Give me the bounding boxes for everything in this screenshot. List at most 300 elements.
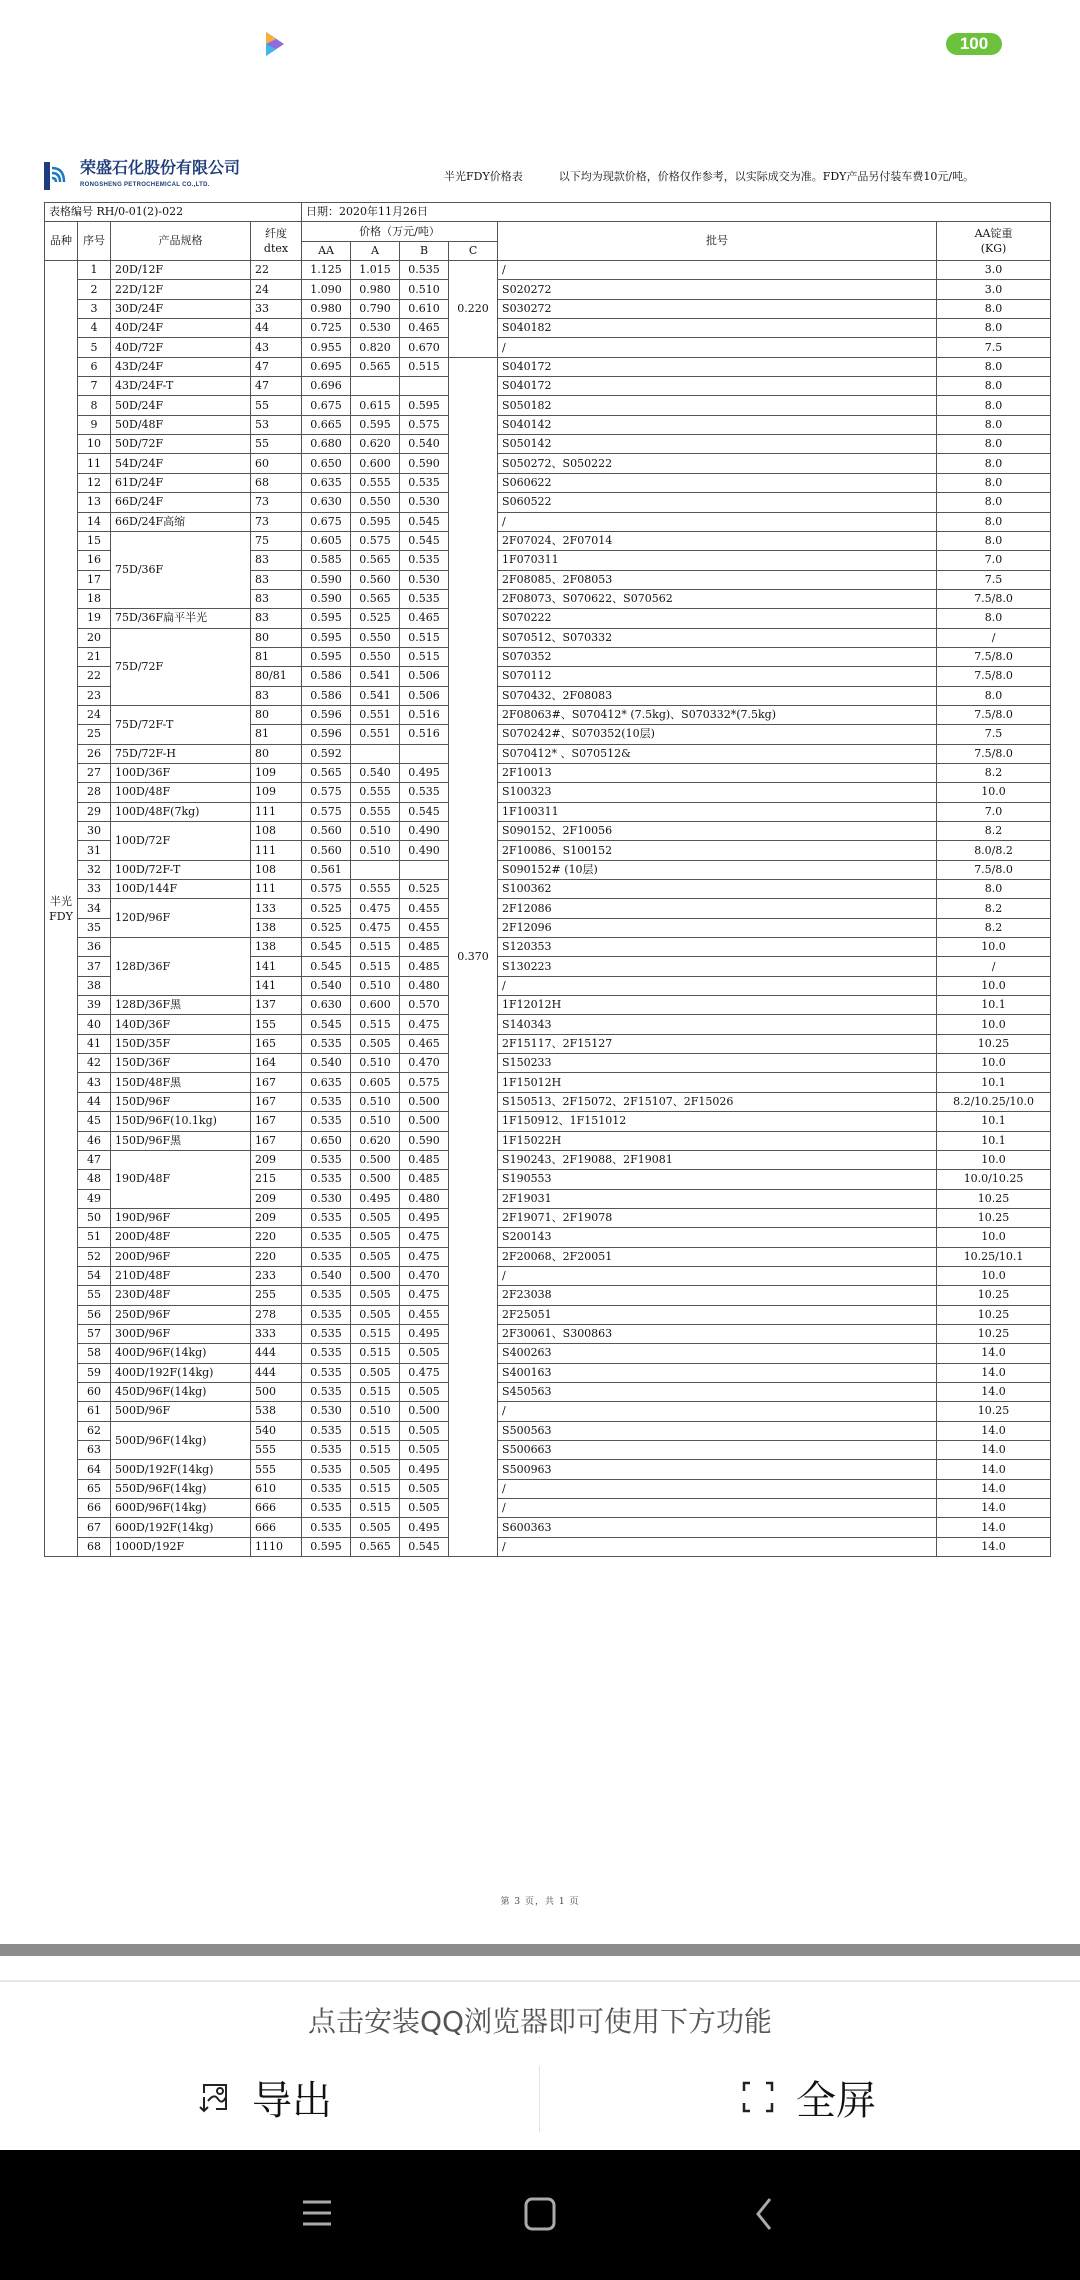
table-row [45,1150,1051,1169]
price-aa-cell: 0.560 [302,841,351,860]
seq-cell: 63 [78,1441,111,1460]
spec-cell: 50D/72F [111,435,251,454]
dtex-cell: 83 [251,686,302,705]
price-aa-cell: 1.090 [302,280,351,299]
batch-cell: S070222 [498,609,937,628]
weight-cell: 8.2 [937,822,1051,841]
batch-cell: S060522 [498,493,937,512]
price-aa-cell: 0.650 [302,1131,351,1150]
batch-cell: S040172 [498,377,937,396]
company-logo-icon [44,162,72,190]
export-image-icon [196,2079,232,2115]
status-bar [0,0,1080,90]
price-a-cell: 0.505 [351,1518,400,1537]
dtex-cell: 73 [251,512,302,531]
seq-cell: 61 [78,1402,111,1421]
seq-cell: 35 [78,918,111,937]
spec-cell: 75D/36F扁平半光 [111,609,251,628]
batch-cell: S020272 [498,280,937,299]
price-b-cell: 0.455 [400,1305,449,1324]
weight-cell: 8.0 [937,435,1051,454]
price-b-cell: 0.500 [400,1092,449,1111]
table-row [45,338,1051,357]
seq-cell: 1 [78,261,111,280]
table-row [45,1073,1051,1092]
spec-cell: 210D/48F [111,1266,251,1285]
price-b-cell: 0.540 [400,435,449,454]
price-aa-cell: 0.535 [302,1208,351,1227]
price-a-cell: 0.505 [351,1228,400,1247]
price-a-cell: 0.575 [351,531,400,550]
price-b-cell: 0.495 [400,1460,449,1479]
price-a-cell [351,744,400,763]
table-row [45,1305,1051,1324]
weight-cell: 8.2 [937,763,1051,782]
price-a-cell: 0.515 [351,1382,400,1401]
table-row [45,899,1051,918]
batch-cell: 2F25051 [498,1305,937,1324]
price-a-cell: 0.615 [351,396,400,415]
seq-cell: 5 [78,338,111,357]
seq-cell: 25 [78,725,111,744]
weight-cell: 7.0 [937,551,1051,570]
weight-cell: 14.0 [937,1441,1051,1460]
batch-cell: S050272、S050222 [498,454,937,473]
price-a-cell: 0.505 [351,1247,400,1266]
table-row [45,938,1051,957]
spec-cell: 500D/96F [111,1402,251,1421]
spec-cell: 600D/192F(14kg) [111,1518,251,1537]
batch-cell: 2F08073、S070622、S070562 [498,589,937,608]
weight-cell: 8.0 [937,512,1051,531]
price-aa-cell: 0.535 [302,1286,351,1305]
table-row [45,880,1051,899]
price-b-cell: 0.506 [400,667,449,686]
seq-cell: 10 [78,435,111,454]
dtex-cell: 111 [251,802,302,821]
price-b-cell: 0.545 [400,802,449,821]
weight-cell: 3.0 [937,280,1051,299]
price-aa-cell: 0.535 [302,1479,351,1498]
price-aa-cell: 0.665 [302,415,351,434]
price-b-cell: 0.610 [400,299,449,318]
weight-cell: 10.25 [937,1286,1051,1305]
price-b-cell: 0.525 [400,880,449,899]
weight-cell: 8.0 [937,377,1051,396]
seq-cell: 38 [78,976,111,995]
spec-cell: 128D/36F黑 [111,996,251,1015]
weight-cell: 7.5 [937,338,1051,357]
table-row [45,435,1051,454]
spec-cell: 66D/24F [111,493,251,512]
batch-cell: 1F150912、1F151012 [498,1112,937,1131]
page-number: 第 3 页，共 1 页 [500,1897,580,1907]
price-b-cell: 0.590 [400,454,449,473]
weight-cell: 7.5 [937,725,1051,744]
price-b-cell: 0.485 [400,938,449,957]
document-date: 日期：2020年11月26日 [302,203,1051,222]
dtex-cell: 75 [251,531,302,550]
batch-cell: 2F08063#、S070412* (7.5kg)、S070332*(7.5kg) [498,705,937,724]
seq-cell: 55 [78,1286,111,1305]
table-row [45,531,1051,550]
price-a-cell: 0.495 [351,1189,400,1208]
batch-cell: 2F12096 [498,918,937,937]
dtex-cell: 60 [251,454,302,473]
price-aa-cell: 0.650 [302,454,351,473]
price-a-cell: 0.505 [351,1286,400,1305]
price-table-body [45,261,1051,1557]
document-note: 以下均为现款价格，价格仅作参考，以实际成交为准。FDY产品另付装车费10元/吨。 [558,170,975,183]
price-b-cell: 0.495 [400,1208,449,1227]
table-row [45,280,1051,299]
header-weight [937,222,1051,261]
dtex-cell: 444 [251,1363,302,1382]
spec-cell: 20D/12F [111,261,251,280]
batch-cell: / [498,1479,937,1498]
batch-cell: S200143 [498,1228,937,1247]
price-aa-cell: 0.955 [302,338,351,357]
price-a-cell: 0.505 [351,1363,400,1382]
table-row [45,763,1051,782]
price-b-cell: 0.475 [400,1228,449,1247]
spec-cell: 400D/96F(14kg) [111,1344,251,1363]
table-row [45,396,1051,415]
weight-cell: 14.0 [937,1499,1051,1518]
spec-cell: 40D/24F [111,319,251,338]
weight-cell: 7.0 [937,802,1051,821]
seq-cell: 8 [78,396,111,415]
seq-cell: 22 [78,667,111,686]
weight-cell: 8.0 [937,880,1051,899]
dtex-cell: 47 [251,377,302,396]
price-a-cell: 0.515 [351,957,400,976]
price-a-cell: 0.510 [351,1054,400,1073]
header-spec: 产品规格 [111,222,251,261]
dtex-cell: 68 [251,473,302,492]
seq-cell: 41 [78,1034,111,1053]
batch-cell: 1F12012H [498,996,937,1015]
price-aa-cell: 0.535 [302,1518,351,1537]
dtex-cell: 555 [251,1441,302,1460]
price-a-cell: 0.565 [351,551,400,570]
install-qq-browser-hint[interactable]: 点击安装QQ浏览器即可使用下方功能 [307,2005,773,2038]
price-aa-cell: 0.630 [302,996,351,1015]
seq-cell: 28 [78,783,111,802]
batch-cell: 2F12086 [498,899,937,918]
back-icon[interactable] [752,2196,776,2232]
weight-cell: 7.5/8.0 [937,744,1051,763]
dtex-cell: 138 [251,938,302,957]
dtex-cell: 540 [251,1421,302,1440]
seq-cell: 39 [78,996,111,1015]
fullscreen-icon [740,2079,776,2115]
batch-cell: 1F15022H [498,1131,937,1150]
spec-cell: 50D/24F [111,396,251,415]
batch-cell: 2F10086、S100152 [498,841,937,860]
seq-cell: 16 [78,551,111,570]
table-row [45,822,1051,841]
price-a-cell: 1.015 [351,261,400,280]
price-a-cell: 0.500 [351,1150,400,1169]
batch-cell: S150513、2F15072、2F15107、2F15026 [498,1092,937,1111]
fullscreen-button[interactable] [740,2062,876,2132]
spec-cell: 75D/72F-H [111,744,251,763]
weight-cell: 14.0 [937,1344,1051,1363]
price-b-cell: 0.495 [400,1518,449,1537]
price-aa-cell: 0.535 [302,1363,351,1382]
batch-cell: / [498,338,937,357]
price-b-cell: 0.505 [400,1479,449,1498]
price-b-cell: 0.670 [400,338,449,357]
spec-cell: 61D/24F [111,473,251,492]
seq-cell: 65 [78,1479,111,1498]
price-a-cell: 0.605 [351,1073,400,1092]
seq-cell: 27 [78,763,111,782]
batch-cell: / [498,1499,937,1518]
table-row [45,1228,1051,1247]
spec-cell: 54D/24F [111,454,251,473]
weight-cell: / [937,957,1051,976]
price-a-cell: 0.515 [351,1499,400,1518]
price-b-cell: 0.455 [400,918,449,937]
price-b-cell: 0.500 [400,1402,449,1421]
batch-cell: 2F19031 [498,1189,937,1208]
spec-cell: 200D/96F [111,1247,251,1266]
price-a-cell: 0.525 [351,609,400,628]
seq-cell: 60 [78,1382,111,1401]
price-b-cell: 0.455 [400,899,449,918]
dtex-cell: 278 [251,1305,302,1324]
weight-cell: 10.0/10.25 [937,1170,1051,1189]
panel-divider [539,2066,540,2132]
weight-cell: 8.0 [937,609,1051,628]
weight-cell: 7.5/8.0 [937,667,1051,686]
price-b-cell: 0.516 [400,725,449,744]
weight-cell: 8.0 [937,357,1051,376]
weight-cell: 8.0 [937,531,1051,550]
price-aa-cell: 0.545 [302,1015,351,1034]
price-aa-cell: 0.530 [302,1402,351,1421]
price-a-cell [351,860,400,879]
seq-cell: 67 [78,1518,111,1537]
price-b-cell: 0.470 [400,1054,449,1073]
price-a-cell: 0.515 [351,1479,400,1498]
price-a-cell: 0.820 [351,338,400,357]
spec-cell: 400D/192F(14kg) [111,1363,251,1382]
batch-cell: / [498,976,937,995]
weight-cell: 8.2/10.25/10.0 [937,1092,1051,1111]
header-batch: 批号 [498,222,937,261]
table-row [45,1324,1051,1343]
spec-cell: 150D/36F [111,1054,251,1073]
seq-cell: 64 [78,1460,111,1479]
price-b-cell: 0.545 [400,531,449,550]
price-b-cell: 0.516 [400,705,449,724]
spec-cell: 190D/96F [111,1208,251,1227]
table-row [45,1518,1051,1537]
weight-cell: 3.0 [937,261,1051,280]
batch-cell: S500963 [498,1460,937,1479]
dtex-cell: 55 [251,396,302,415]
price-a-cell: 0.530 [351,319,400,338]
price-aa-cell: 0.565 [302,763,351,782]
price-a-cell: 0.595 [351,415,400,434]
price-a-cell: 0.555 [351,783,400,802]
menu-icon[interactable] [300,2196,334,2230]
table-row [45,473,1051,492]
spec-cell: 500D/192F(14kg) [111,1460,251,1479]
dtex-cell: 538 [251,1402,302,1421]
header-c: C [449,241,498,260]
batch-cell: / [498,1266,937,1285]
table-row [45,1208,1051,1227]
price-a-cell: 0.565 [351,357,400,376]
header-dtex-cn: 纤度 [265,227,288,241]
price-aa-cell: 0.535 [302,1150,351,1169]
header-row-1 [45,222,1051,241]
seq-cell: 4 [78,319,111,338]
batch-cell: / [498,512,937,531]
batch-cell: 1F070311 [498,551,937,570]
price-a-cell: 0.550 [351,493,400,512]
header-variety: 品种 [45,222,78,261]
weight-cell: 8.2 [937,918,1051,937]
price-aa-cell: 0.635 [302,473,351,492]
dtex-cell: 55 [251,435,302,454]
batch-cell: 2F23038 [498,1286,937,1305]
weight-cell: 14.0 [937,1518,1051,1537]
price-a-cell: 0.510 [351,1112,400,1131]
price-aa-cell: 0.680 [302,435,351,454]
dtex-cell: 80 [251,628,302,647]
batch-cell: S030272 [498,299,937,318]
batch-cell: S120353 [498,938,937,957]
batch-cell: 2F07024、2F07014 [498,531,937,550]
price-b-cell: 0.495 [400,1324,449,1343]
seq-cell: 34 [78,899,111,918]
weight-cell: 10.0 [937,1150,1051,1169]
batch-cell: 2F19071、2F19078 [498,1208,937,1227]
price-b-cell: 0.470 [400,1266,449,1285]
table-row [45,454,1051,473]
batch-cell: S070242#、S070352(10层) [498,725,937,744]
spec-cell: 230D/48F [111,1286,251,1305]
price-aa-cell: 0.535 [302,1441,351,1460]
weight-cell: 14.0 [937,1479,1051,1498]
seq-cell: 56 [78,1305,111,1324]
price-b-cell: 0.495 [400,763,449,782]
table-row [45,1402,1051,1421]
weight-cell: 10.25 [937,1402,1051,1421]
weight-cell: 10.0 [937,783,1051,802]
price-aa-cell: 0.535 [302,1170,351,1189]
price-a-cell: 0.510 [351,1092,400,1111]
spec-cell: 43D/24F-T [111,377,251,396]
weight-cell: 10.0 [937,1228,1051,1247]
dtex-cell: 333 [251,1324,302,1343]
table-row [45,299,1051,318]
company-name-block [80,158,240,190]
spec-cell: 75D/72F-T [111,705,251,744]
weight-cell: 7.5/8.0 [937,860,1051,879]
table-row [45,783,1051,802]
price-aa-cell: 0.535 [302,1247,351,1266]
dtex-cell: 81 [251,647,302,666]
dtex-cell: 44 [251,319,302,338]
batch-cell: 1F100311 [498,802,937,821]
spec-cell: 30D/24F [111,299,251,318]
price-aa-cell: 0.585 [302,551,351,570]
dtex-cell: 500 [251,1382,302,1401]
system-nav-bar [0,2150,1080,2280]
seq-cell: 12 [78,473,111,492]
price-b-cell: 0.515 [400,647,449,666]
price-aa-cell: 0.695 [302,357,351,376]
scroll-divider [0,1944,1080,1956]
price-aa-cell: 0.575 [302,880,351,899]
seq-cell: 23 [78,686,111,705]
price-a-cell: 0.515 [351,1344,400,1363]
price-b-cell: 0.505 [400,1421,449,1440]
price-b-cell: 0.505 [400,1441,449,1460]
header-dtex-unit: dtex [263,242,289,256]
seq-cell: 45 [78,1112,111,1131]
dtex-cell: 111 [251,841,302,860]
price-b-cell: 0.485 [400,1170,449,1189]
seq-cell: 59 [78,1363,111,1382]
price-b-cell: 0.505 [400,1382,449,1401]
battery-indicator: 100 [946,33,1002,55]
table-row [45,705,1051,724]
batch-cell: S500663 [498,1441,937,1460]
weight-cell: 10.1 [937,996,1051,1015]
price-a-cell: 0.541 [351,667,400,686]
header-seq: 序号 [78,222,111,261]
price-aa-cell: 0.540 [302,1054,351,1073]
company-name-en: RONGSHENG PETROCHEMICAL CO.,LTD. [80,182,210,188]
seq-cell: 19 [78,609,111,628]
price-aa-cell: 0.545 [302,957,351,976]
document-title-group [444,170,974,184]
batch-cell: 2F08085、2F08053 [498,570,937,589]
table-row [45,415,1051,434]
price-aa-cell: 0.535 [302,1112,351,1131]
export-button[interactable] [196,2062,332,2132]
batch-cell: S450563 [498,1382,937,1401]
price-aa-cell: 0.696 [302,377,351,396]
variety-label-1: 半光 [50,894,72,908]
home-icon[interactable] [522,2196,558,2232]
dtex-cell: 167 [251,1131,302,1150]
weight-cell: 8.2 [937,899,1051,918]
price-aa-cell: 0.525 [302,918,351,937]
price-aa-cell: 0.535 [302,1034,351,1053]
spec-cell: 128D/36F [111,938,251,996]
spec-cell: 100D/48F [111,783,251,802]
seq-cell: 30 [78,822,111,841]
price-aa-cell: 0.535 [302,1460,351,1479]
batch-cell: / [498,1402,937,1421]
price-a-cell: 0.560 [351,570,400,589]
dtex-cell: 80/81 [251,667,302,686]
spec-cell: 150D/96F黑 [111,1131,251,1150]
seq-cell: 26 [78,744,111,763]
seq-cell: 2 [78,280,111,299]
seq-cell: 52 [78,1247,111,1266]
spec-cell: 150D/48F黑 [111,1073,251,1092]
weight-cell: 10.25/10.1 [937,1247,1051,1266]
